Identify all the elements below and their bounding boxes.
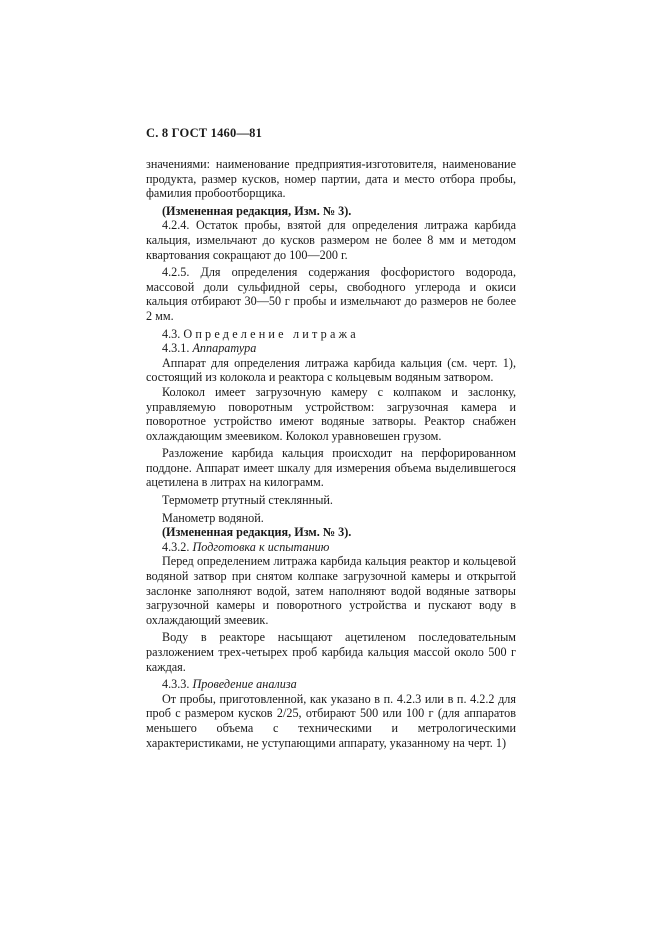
clause-4-2-5: 4.2.5. Для определения содержания фосфористого водорода, массовой доли сульфидной серы, свободного углерода и окиси кальция отбирают 30—50 г пробы и измельчают до размеров не более 2 мм. [146, 265, 516, 323]
subsection-number: 4.3.3. [162, 677, 193, 692]
subsection-title: Аппаратура [192, 341, 257, 356]
preparation-paragraph: Перед определением литража карбида кальция реактор и кольцевой водяной затвор при снятом колпаке загрузочной камеры и открытой заслонке заполняют водой, затем наполняют водой водяные затворы загрузочной камеры и поворотного устройства и пускают воду в охлаждающий змеевик. [146, 554, 516, 627]
section-title: Определение литража [183, 326, 359, 341]
page-header: С. 8 ГОСТ 1460—81 [146, 126, 263, 140]
clause-4-2-4: 4.2.4. Остаток пробы, взятой для определения литража карбида кальция, измельчают до кусков размером не более 8 мм и методом квартования сокращают до 100—200 г. [146, 218, 516, 262]
amendment-note: (Измененная редакция, Изм. № 3). [162, 525, 352, 540]
subsection-4-3-2-heading [146, 540, 516, 555]
paragraph-continuation: значениями: наименование предприятия-изготовителя, наименование продукта, размер кусков, номер партии, дата и место отбора пробы, фамилия пробоотборщика. [146, 157, 516, 201]
subsection-4-3-1-heading [146, 341, 516, 356]
subsection-number: 4.3.1. [162, 341, 193, 356]
saturation-paragraph: Воду в реакторе насыщают ацетиленом последовательным разложением трех-четырех проб карбида кальция массой около 500 г каждая. [146, 630, 516, 674]
subsection-title: Подготовка к испытанию [192, 539, 330, 554]
subsection-number: 4.3.2. [162, 539, 193, 554]
amendment-note: (Измененная редакция, Изм. № 3). [162, 203, 352, 218]
decomposition-paragraph: Разложение карбида кальция происходит на перфорированном поддоне. Аппарат имеет шкалу для измерения объема выделившегося ацетилена в литрах на килограмм. [146, 446, 516, 490]
thermometer-line: Термометр ртутный стеклянный. [162, 493, 333, 508]
manometer-line: Манометр водяной. [162, 510, 264, 525]
subsection-4-3-3-heading [146, 677, 516, 692]
section-4-3-heading [146, 327, 516, 342]
document-body [146, 157, 516, 750]
analysis-paragraph: От пробы, приготовленной, как указано в п. 4.2.3 или в п. 4.2.2 для проб с размером кусков 2/25, отбирают 500 или 100 г (для аппаратов меньшего объема с техническими и метрологическими характеристиками, не уступающими аппарату, указанному на черт. 1) [146, 691, 516, 750]
subsection-title: Проведение анализа [192, 677, 297, 692]
apparatus-paragraph: Аппарат для определения литража карбида кальция (см. черт. 1), состоящий из колокола и реактора с кольцевым водяным затвором. [146, 355, 516, 385]
bell-paragraph: Колокол имеет загрузочную камеру с колпаком и заслонку, управляемую поворотным устройством: загрузочная камера и поворотное устройство имеют водяные затворы. Реактор снабжен охлаждающим змеевиком. Колокол уравновешен грузом. [146, 384, 516, 443]
section-number: 4.3. [162, 326, 184, 341]
